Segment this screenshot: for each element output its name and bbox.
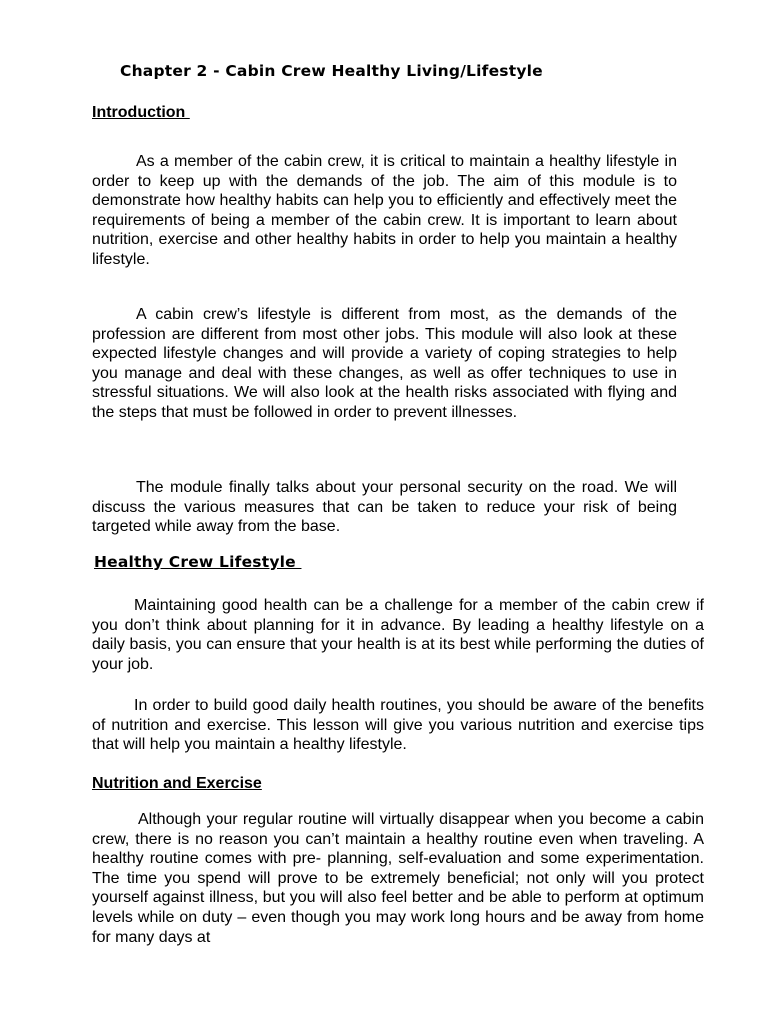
introduction-paragraph-3: The module finally talks about your personal security on the road. We will discuss the various measures that can be taken to reduce your risk of being targeted while away from the base. bbox=[92, 479, 677, 536]
chapter-title: Chapter 2 - Cabin Crew Healthy Living/Lifestyle bbox=[120, 62, 543, 80]
introduction-paragraph-2: A cabin crew’s lifestyle is different from most, as the demands of the profession are different from most other jobs. This module will also look at these expected lifestyle changes and will provide a variety of coping strategies to help you manage and deal with these changes, as well as offer techniques to use in stressful situations. We will also look at the health risks associated with flying and the steps that must be followed in order to prevent illnesses. bbox=[92, 306, 677, 421]
nutrition-and-exercise-heading: Nutrition and Exercise bbox=[92, 775, 262, 792]
introduction-heading: Introduction bbox=[92, 104, 190, 121]
healthy-crew-paragraph-1: Maintaining good health can be a challenge for a member of the cabin crew if you don’t think about planning for it in advance. By leading a healthy lifestyle on a daily basis, you can ensure that your health is at its best while performing the duties of your job. bbox=[92, 597, 704, 673]
introduction-paragraph-1: As a member of the cabin crew, it is critical to maintain a healthy lifestyle in order to keep up with the demands of the job. The aim of this module is to demonstrate how healthy habits can help you to efficiently and effectively meet the requirements of being a member of the cabin crew. It is important to learn about nutrition, exercise and other healthy habits in order to help you maintain a healthy lifestyle. bbox=[92, 153, 677, 268]
healthy-crew-lifestyle-heading: Healthy Crew Lifestyle bbox=[94, 553, 302, 571]
healthy-crew-paragraph-2: In order to build good daily health routines, you should be aware of the benefits of nutrition and exercise. This lesson will give you various nutrition and exercise tips that will help you maintain a healthy lifestyle. bbox=[92, 697, 704, 754]
nutrition-paragraph-1: Although your regular routine will virtually disappear when you become a cabin crew, there is no reason you can’t maintain a healthy routine even when traveling. A healthy routine comes with pre- planning, self-evaluation and some experimentation. The time you spend will prove to be extremely beneficial; not only will you protect yourself against illness, but you will also feel better and be able to perform at optimum levels while on duty – even though you may work long hours and be away from home for many days at bbox=[92, 811, 704, 946]
